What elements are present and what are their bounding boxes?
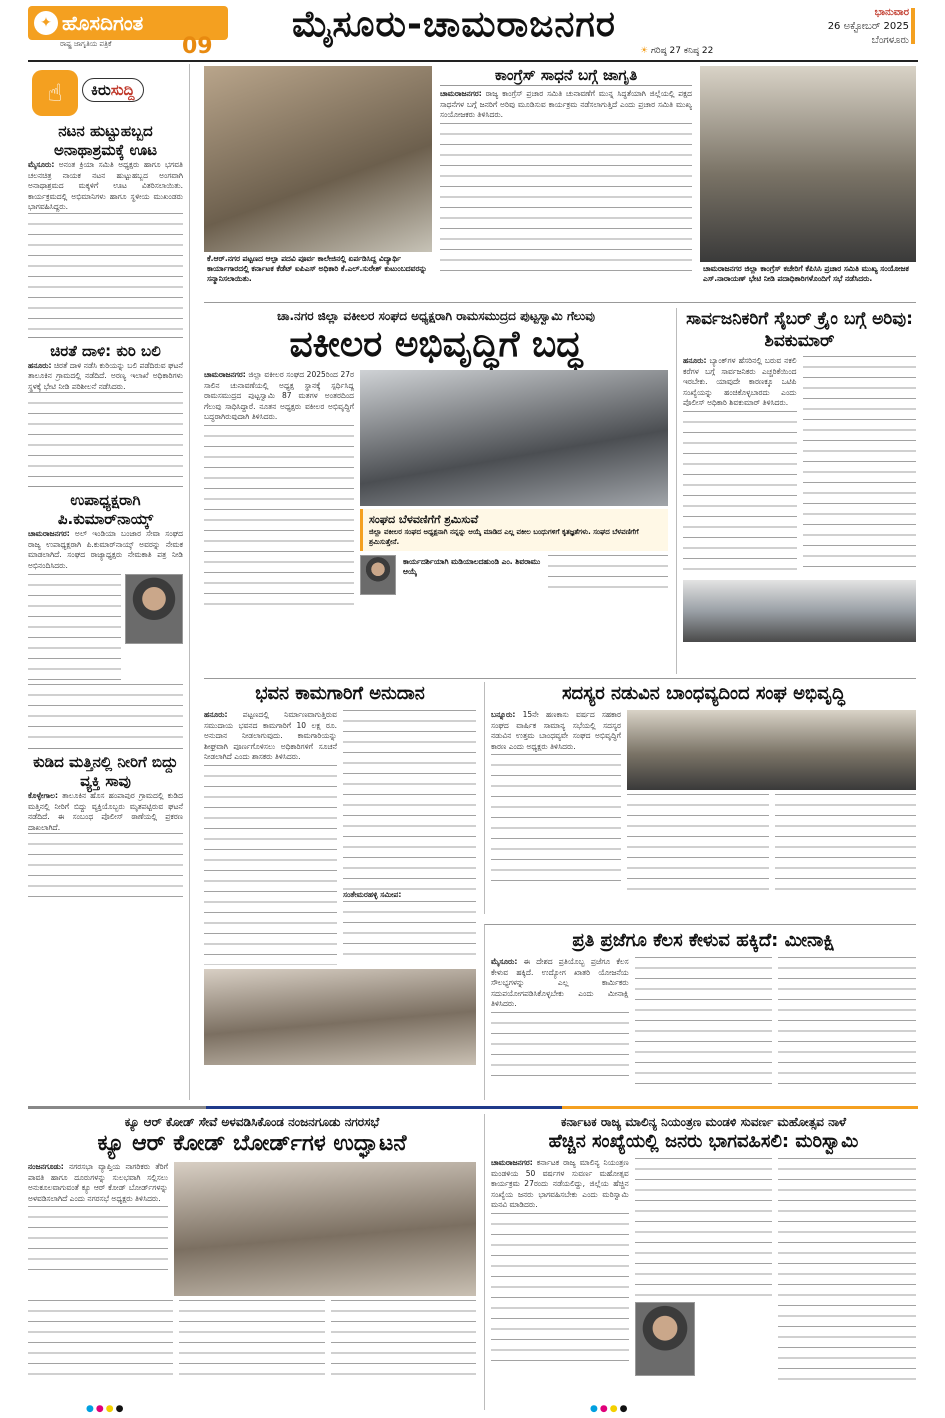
brand-tagline: ರಾಷ್ಟ್ರ ಜಾಗೃತಿಯ ಪತ್ರಿಕೆ <box>60 40 112 48</box>
headline: ವಕೀಲರ ಅಭಿವೃದ್ಧಿಗೆ ಬದ್ಧ <box>289 324 583 365</box>
article-text-continued <box>179 1300 324 1380</box>
article-text-continued <box>28 1300 173 1380</box>
weather-min: ಕನಿಷ್ಠ 22 <box>683 46 714 56</box>
marisami-article <box>484 1114 916 1410</box>
issue-date: 26 ಅಕ್ಟೋಬರ್ 2025 <box>827 21 909 32</box>
print-registration-dots: ●●●● <box>86 1404 126 1414</box>
lawyers-group-photo <box>360 370 668 506</box>
article-text-continued <box>683 411 797 571</box>
sub-dateline: ಸಂತೇಮರಹಳ್ಳಿ ಸಮೀಪ: <box>343 890 402 899</box>
article-text-continued <box>491 1213 629 1363</box>
bhavana-event-photo <box>204 969 476 1065</box>
article-text-continued <box>28 833 183 903</box>
kirusuddi-item <box>28 122 183 333</box>
article-text-continued <box>28 574 121 684</box>
kirusuddi-label: ಕಿರುಸುದ್ದಿ <box>82 78 144 102</box>
date-box <box>828 6 909 48</box>
congress-article <box>440 66 692 298</box>
congress-meeting-photo <box>700 66 916 262</box>
article-body: ಚಾಮರಾಜನಗರ: ಜಿಲ್ಲಾ ವಕೀಲರ ಸಂಘದ 2025ರಿಂದ 27ರ ಸಾಲಿನ ಚುನಾವಣೆಯಲ್ಲಿ ಅಧ್ಯಕ್ಷ ಸ್ಥಾನಕ್ಕೆ ಸ್ಪರ್ಧಿಸಿದ್ದ ರಾಮಸಮುದ್ರದ ಪುಟ್ಟಸ್ವಾಮಿ 87 ಮತಗಳ ಅಂತರದಿಂದ ಗೆಲುವು ಸಾಧಿಸಿದ್ದಾರೆ. ನೂತನ ಅಧ್ಯಕ್ಷರು ವಕೀಲರ ಅಭಿವೃದ್ಧಿಗೆ ಬದ್ಧರಾಗಿರುವುದಾಗಿ ತಿಳಿಸಿದರು. <box>204 370 354 421</box>
article-body: ಕೊಳ್ಳೇಗಾಲ: ತಾಲೂಕಿನ ಹೊಸ ಹಂಪಾಪುರ ಗ್ರಾಮದಲ್ಲಿ ಕುಡಿದ ಮತ್ತಿನಲ್ಲಿ ನೀರಿಗೆ ಬಿದ್ದು ವ್ಯಕ್ತಿಯೊಬ್ಬರು ಮೃತಪಟ್ಟಿರುವ ಘಟನೆ ನಡೆದಿದೆ. ಈ ಸಂಬಂಧ ಪೊಲೀಸ್ ಠಾಣೆಯಲ್ಲಿ ಪ್ರಕರಣ ದಾಖಲಾಗಿದೆ. <box>28 791 183 832</box>
article-text-continued <box>491 1012 629 1082</box>
edition-title: ಮೈಸೂರು-ಚಾಮರಾಜನಗರ <box>292 4 616 45</box>
kicker: ಕ್ಯೂ ಆರ್ ಕೋಡ್ ಸೇವೆ ಅಳವಡಿಸಿಕೊಂಡ ನಂಜನಗೂಡು ನಗರಸಭೆ <box>124 1115 380 1129</box>
headline: ಚಿರತೆ ದಾಳಿ: ಕುರಿ ಬಲಿ <box>50 341 161 360</box>
kirusuddi-item <box>28 491 183 744</box>
portrait-photo <box>360 555 396 595</box>
issue-day: ಭಾನುವಾರ <box>874 7 909 18</box>
meenakshi-article <box>484 924 916 1100</box>
qr-article <box>28 1114 476 1410</box>
article-text-continued <box>28 684 183 744</box>
kicker: ಚಾ.ನಗರ ಜಿಲ್ಲಾ ವಕೀಲರ ಸಂಘದ ಅಧ್ಯಕ್ಷರಾಗಿ ರಾಮಸಮುದ್ರದ ಪುಟ್ಟಸ್ವಾಮಿ ಗೆಲುವು <box>277 309 595 323</box>
article-text-continued <box>548 555 668 595</box>
headline: ಹೆಚ್ಚಿನ ಸಂಖ್ಯೆಯಲ್ಲಿ ಜನರು ಭಾಗವಹಿಸಲಿ: ಮರಿಸ್ವಾಮಿ <box>548 1131 859 1152</box>
article-text-continued <box>635 957 773 1087</box>
top-photo-story <box>204 66 432 298</box>
cyber-awareness-photo <box>683 580 916 642</box>
article-text-continued <box>331 1300 476 1380</box>
article-body: ಚಾಮರಾಜನಗರ: ಕರ್ನಾಟಕ ರಾಜ್ಯ ಮಾಲಿನ್ಯ ನಿಯಂತ್ರಣ ಮಂಡಳಿಯ 50 ವರ್ಷಗಳ ಸುವರ್ಣ ಮಹೋತ್ಸವ ಕಾರ್ಯಕ್ರಮ 27ರಂದು ನಡೆಯಲಿದ್ದು, ಜಿಲ್ಲೆಯ ಹೆಚ್ಚಿನ ಸಂಖ್ಯೆಯ ಜನರು ಭಾಗವಹಿಸಬೇಕು ಎಂದು ಮರಿಸ್ವಾಮಿ ಮನವಿ ಮಾಡಿದರು. <box>491 1158 629 1209</box>
article-text-continued <box>778 957 916 1087</box>
congress-photo-story <box>700 66 916 298</box>
headline: ಕುಡಿದ ಮತ್ತಿನಲ್ಲಿ ನೀರಿಗೆ ಬಿದ್ದು ವ್ಯಕ್ತಿ ಸಾವು <box>33 753 178 790</box>
headline: ಸಾರ್ವಜನಿಕರಿಗೆ ಸೈಬರ್ ಕ್ರೈಂ ಬಗ್ಗೆ ಅರಿವು: ಶಿವಕುಮಾರ್ <box>686 309 913 351</box>
masthead <box>0 0 945 60</box>
article-body: ಹನೂರು: ಚಿರತೆ ದಾಳಿ ನಡೆಸಿ ಕುರಿಯನ್ನು ಬಲಿ ಪಡೆದಿರುವ ಘಟನೆ ತಾಲೂಕಿನ ಗ್ರಾಮದಲ್ಲಿ ನಡೆದಿದೆ. ಅರಣ್ಯ ಇಲಾಖೆ ಅಧಿಕಾರಿಗಳು ಸ್ಥಳಕ್ಕೆ ಭೇಟಿ ನೀಡಿ ಪರಿಶೀಲನೆ ನಡೆಸಿದರು. <box>28 360 184 391</box>
article-text-continued <box>775 794 917 894</box>
sun-icon: ☀ <box>640 46 649 56</box>
kirusuddi-item <box>28 342 183 483</box>
issue-city: ಬೆಂಗಳೂರು <box>871 35 909 46</box>
lamp-icon: ✦ <box>34 11 58 35</box>
article-body: ಹನೂರು: ಪಟ್ಟಣದಲ್ಲಿ ನಿರ್ಮಾಣವಾಗುತ್ತಿರುವ ಸಮುದಾಯ ಭವನದ ಕಾಮಗಾರಿಗೆ 10 ಲಕ್ಷ ರೂ. ಅನುದಾನ ನೀಡಲಾಗುವುದು. ಕಾಮಗಾರಿಯನ್ನು ಶೀಘ್ರವಾಗಿ ಪೂರ್ಣಗೊಳಿಸಲು ಅಧಿಕಾರಿಗಳಿಗೆ ಸೂಚನೆ ನೀಡಲಾಗಿದೆ ಎಂದು ಶಾಸಕರು ತಿಳಿಸಿದರು. <box>204 710 337 761</box>
article-body: ಚಾಮರಾಜನಗರ: ಅಲ್ ಇಂಡಿಯಾ ಬಂಜಾರ ಸೇವಾ ಸಂಘದ ರಾಜ್ಯ ಉಪಾಧ್ಯಕ್ಷರಾಗಿ ಪಿ.ಕುಮಾರ್‌ನಾಯ್ಕ್ ಅವರನ್ನು ನೇಮಕ ಮಾಡಲಾಗಿದೆ. ಸಂಘದ ರಾಜ್ಯಾಧ್ಯಕ್ಷರು ನೇಮಕಾತಿ ಪತ್ರ ನೀಡಿ ಅಭಿನಂದಿಸಿದರು. <box>28 529 183 570</box>
section-rule <box>204 302 916 303</box>
article-body: ಹನೂರು: ಬ್ಯಾಂಕ್‌ಗಳ ಹೆಸರಿನಲ್ಲಿ ಬರುವ ನಕಲಿ ಕರೆಗಳ ಬಗ್ಗೆ ಸಾರ್ವಜನಿಕರು ಎಚ್ಚರಿಕೆಯಿಂದ ಇರಬೇಕು. ಯಾವುದೇ ಕಾರಣಕ್ಕೂ ಒಟಿಪಿ ಸಂಖ್ಯೆಯನ್ನು ಹಂಚಿಕೊಳ್ಳಬಾರದು ಎಂದು ಪೊಲೀಸ್ ಅಧಿಕಾರಿ ಶಿವಕುಮಾರ್ ತಿಳಿಸಿದರು. <box>683 356 797 407</box>
headline: ಪ್ರತಿ ಪ್ರಜೆಗೂ ಕೆಲಸ ಕೇಳುವ ಹಕ್ಕಿದೆ: ಮೀನಾಕ್ಷಿ <box>572 930 835 951</box>
divider <box>28 337 183 338</box>
college-event-photo <box>204 66 432 252</box>
photo-caption: ಕೆ.ಆರ್.ನಗರ ಪಟ್ಟಣದ ಆಲ್ಪಾ ಪದವಿ ಪೂರ್ವ ಕಾಲೇಜಿನಲ್ಲಿ ಏರ್ಪಡಿಸಿದ್ದ ವಿದ್ಯಾರ್ಥಿ ಕಾರ್ಯಾಗಾರದಲ್ಲಿ ಕರ್ನಾಟಕ ಕೆಡೆಟ್ ಐಪಿಎಸ್ ಅಧಿಕಾರಿ ಕೆ.ಎಲ್.ಸುರೇಶ್ ಕುಟುಂಬದವರನ್ನು ಸನ್ಮಾನಿಸಲಾಯಿತು. <box>207 254 427 283</box>
article-text-continued <box>778 1158 916 1388</box>
portrait-photo <box>635 1302 695 1376</box>
section-rule <box>204 678 916 679</box>
article-body: ಚಾಮರಾಜನಗರ: ರಾಜ್ಯ ಕಾಂಗ್ರೆಸ್ ಪ್ರಚಾರ ಸಮಿತಿ ಚುನಾವಣೆಗೆ ಮುನ್ನ ಸಿದ್ಧತೆಯಾಗಿ ಜಿಲ್ಲೆಯಲ್ಲಿ ಪಕ್ಷದ ಸಾಧನೆಗಳ ಬಗ್ಗೆ ಜನರಿಗೆ ಅರಿವು ಮೂಡಿಸುವ ಕಾರ್ಯಕ್ರಮ ನಡೆಸಲಾಗುತ್ತಿದೆ ಎಂದು ಪ್ರಚಾರ ಸಮಿತಿ ಮುಖ್ಯ ಸಂಯೋಜಕರು ತಿಳಿಸಿದರು. <box>440 89 692 119</box>
article-text-continued <box>491 754 621 884</box>
quote-text: ಜಿಲ್ಲಾ ವಕೀಲರ ಸಂಘದ ಅಧ್ಯಕ್ಷನಾಗಿ ನನ್ನನ್ನು ಆಯ್ಕೆ ಮಾಡಿದ ಎಲ್ಲ ವಕೀಲ ಬಂಧುಗಳಿಗೆ ಕೃತಜ್ಞತೆಗಳು. ಸಂಘದ ಬೆಳವಣಿಗೆಗೆ ಶ್ರಮಿಸುತ್ತೇನೆ. <box>369 528 639 546</box>
kirusuddi-column <box>28 64 190 1100</box>
lawyers-article <box>204 308 668 674</box>
article-text-continued <box>204 425 354 605</box>
article-text-continued <box>204 765 337 965</box>
article-body: ಮೈಸೂರು: ಅನಂತ ಕ್ರಿಯಾ ಸಮಿತಿ ಅಧ್ಯಕ್ಷರು ಹಾಗೂ ಭಗವತಿ ಚಲನಚಿತ್ರ ನಾಯಕ ನಟನ ಹುಟ್ಟುಹಬ್ಬದ ಅಂಗವಾಗಿ ಅನಾಥಾಶ್ರಮದ ಮಕ್ಕಳಿಗೆ ಊಟ ವಿತರಿಸಲಾಯಿತು. ಕಾರ್ಯಕ್ರಮದಲ್ಲಿ ಅಭಿಮಾನಿಗಳು ಹಾಗೂ ಸ್ಥಳೀಯ ಮುಖಂಡರು ಭಾಗವಹಿಸಿದ್ದರು. <box>28 160 183 211</box>
divider <box>28 486 183 487</box>
cyber-article <box>676 308 916 674</box>
brand-name: ಹೊಸದಿಗಂತ <box>62 11 144 35</box>
weather-max: ಗರಿಷ್ಠ 27 <box>650 46 682 56</box>
kirusuddi-header <box>28 64 183 122</box>
weather-readout <box>640 46 713 56</box>
kicker: ಕರ್ನಾಟಕ ರಾಜ್ಯ ಮಾಲಿನ್ಯ ನಿಯಂತ್ರಣ ಮಂಡಳಿ ಸುವರ್ಣ ಮಹೋತ್ಸವ ನಾಳೆ <box>560 1115 847 1129</box>
headline: ಕಾಂಗ್ರೆಸ್ ಸಾಧನೆ ಬಗ್ಗೆ ಜಾಗೃತಿ <box>440 66 692 86</box>
kirusuddi-item <box>28 753 183 903</box>
article-text-continued <box>28 392 183 482</box>
article-text-continued <box>440 123 692 273</box>
headline: ಉಪಾಧ್ಯಕ್ಷರಾಗಿ ಪಿ.ಕುಮಾರ್‌ನಾಯ್ಕ್ <box>57 491 154 528</box>
article-text-continued <box>343 710 476 890</box>
quote-box <box>360 509 668 551</box>
headline: ಭವನ ಕಾಮಗಾರಿಗೆ ಅನುದಾನ <box>255 683 425 704</box>
headline: ಸದಸ್ಯರ ನಡುವಿನ ಬಾಂಧವ್ಯದಿಂದ ಸಂಘ ಅಭಿವೃದ್ಧಿ <box>561 683 846 704</box>
article-text-continued <box>635 1158 773 1298</box>
association-meeting-photo <box>627 710 916 790</box>
divider <box>28 748 183 749</box>
article-body: ಮೈಸೂರು: ಈ ದೇಶದ ಪ್ರತಿಯೊಬ್ಬ ಪ್ರಜೆಗೂ ಕೆಲಸ ಕೇಳುವ ಹಕ್ಕಿದೆ. ಉದ್ಯೋಗ ಖಾತರಿ ಯೋಜನೆಯ ಸೌಲಭ್ಯಗಳನ್ನು ಎಲ್ಲ ಕಾರ್ಮಿಕರು ಸದುಪಯೋಗಪಡಿಸಿಕೊಳ್ಳಬೇಕು ಎಂದು ಮೀನಾಕ್ಷಿ ತಿಳಿಸಿದರು. <box>491 957 629 1008</box>
article-text-continued <box>627 794 769 894</box>
page-number: 09 <box>182 34 213 59</box>
masthead-rule <box>28 60 918 62</box>
quote-heading: ಸಂಘದ ಬೆಳವಣಿಗೆಗೆ ಶ್ರಮಿಸುವೆ <box>369 513 479 526</box>
article-text-continued <box>803 356 917 576</box>
qr-board-photo <box>174 1162 476 1296</box>
sadasyaru-article <box>484 682 916 914</box>
headline: ನಟನ ಹುಟ್ಟುಹಬ್ಬದ ಅನಾಥಾಶ್ರಮಕ್ಕೆ ಊಟ <box>53 122 158 159</box>
photo-caption: ಚಾಮರಾಜನಗರ ಜಿಲ್ಲಾ ಕಾಂಗ್ರೆಸ್ ಕಚೇರಿಗೆ ಕೆಪಿಸಿಸಿ ಪ್ರಚಾರ ಸಮಿತಿ ಮುಖ್ಯ ಸಂಯೋಜಕ ಎಸ್.ನಾರಾಯಣ್ ಭೇಟಿ ನೀಡಿ ಪದಾಧಿಕಾರಿಗಳೊಂದಿಗೆ ಸಭೆ ನಡೆಸಿದರು. <box>703 264 909 283</box>
article-text-continued <box>28 213 183 333</box>
masthead-accent <box>911 8 915 44</box>
print-registration-dots: ●●●● <box>590 1404 630 1414</box>
pointing-hand-icon: ☝ <box>32 70 78 116</box>
article-body: ಬನ್ನೂರು: 15ನೇ ಹಣಕಾಸು ವರ್ಷದ ಸಹಕಾರ ಸಂಘದ ವಾರ್ಷಿಕ ಸಾಮಾನ್ಯ ಸಭೆಯಲ್ಲಿ ಸದಸ್ಯರ ನಡುವಿನ ಉತ್ತಮ ಬಾಂಧವ್ಯವೇ ಸಂಘದ ಅಭಿವೃದ್ಧಿಗೆ ಕಾರಣ ಎಂದು ಅಧ್ಯಕ್ಷರು ತಿಳಿಸಿದರು. <box>491 710 622 751</box>
bottom-section-rule <box>28 1106 918 1109</box>
portrait-photo <box>125 574 183 644</box>
headline: ಕ್ಯೂ ಆರ್ ಕೋಡ್ ಬೋರ್ಡ್‌ಗಳ ಉದ್ಘಾಟನೆ <box>97 1131 407 1156</box>
article-text-continued <box>343 901 476 961</box>
bhavana-article <box>204 682 476 1098</box>
article-text-continued <box>28 1206 168 1276</box>
article-body: ನಂಜನಗೂಡು: ನಗರಸಭಾ ವ್ಯಾಪ್ತಿಯ ನಾಗರಿಕರು ತೆರಿಗೆ ಪಾವತಿ ಹಾಗೂ ದೂರುಗಳನ್ನು ಸುಲಭವಾಗಿ ಸಲ್ಲಿಸಲು ಅನುಕೂಲವಾಗುವಂತೆ ಕ್ಯೂ ಆರ್ ಕೋಡ್ ಬೋರ್ಡ್‌ಗಳನ್ನು ಅಳವಡಿಸಲಾಗಿದೆ ಎಂದು ನಗರಸಭೆ ಅಧ್ಯಕ್ಷರು ತಿಳಿಸಿದರು. <box>28 1162 169 1203</box>
secretary-caption: ಕಾರ್ಯದರ್ಶಿಯಾಗಿ ಮಡಿಯಾಲದಹುಂಡಿ ಎಂ. ಶಿವರಾಮು ಆಯ್ಕೆ <box>403 557 541 576</box>
